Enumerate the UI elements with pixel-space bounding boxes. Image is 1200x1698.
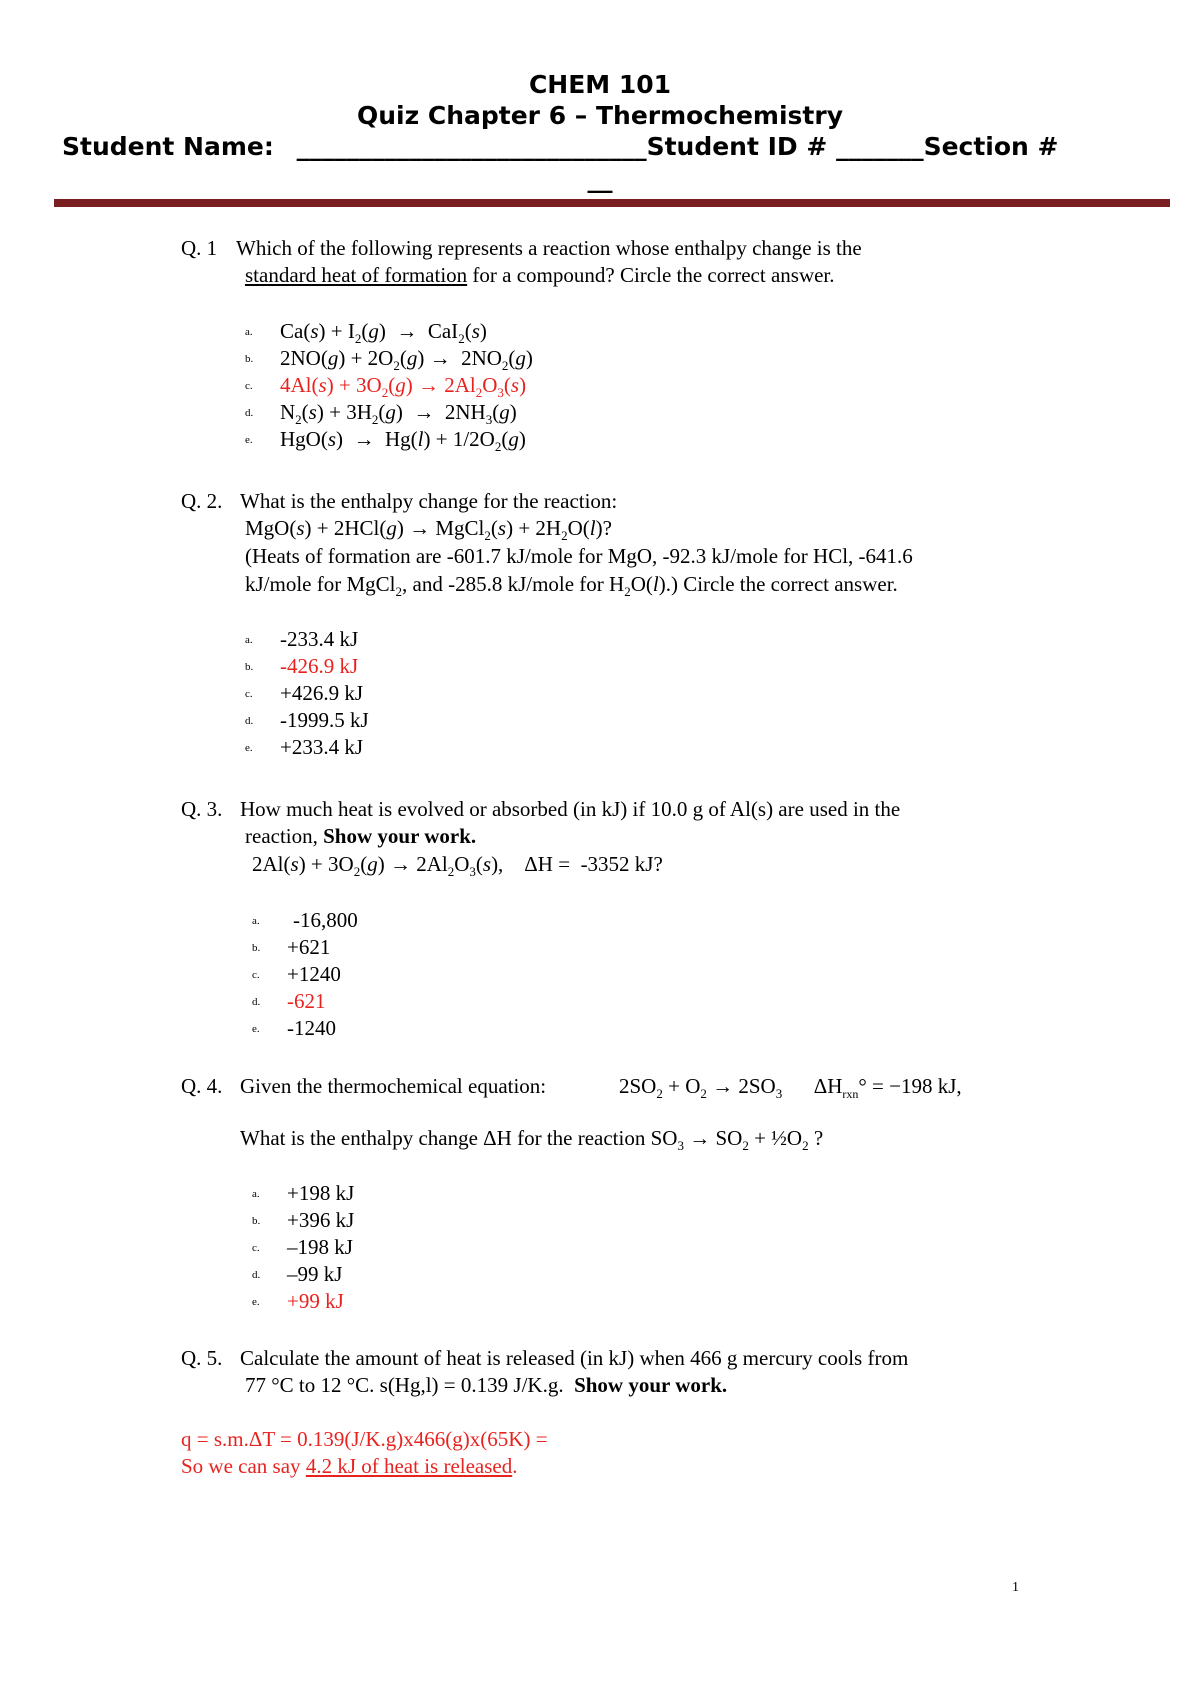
student-id-label: Student ID # bbox=[646, 132, 828, 161]
q2-option-d: -1999.5 kJ bbox=[280, 708, 369, 732]
q3-option-e-label: e. bbox=[252, 1023, 260, 1035]
q4-option-a: +198 kJ bbox=[287, 1181, 355, 1205]
q2-option-e-label: e. bbox=[245, 742, 253, 754]
q3-option-a-label: a. bbox=[252, 915, 260, 927]
q1-option-a-label: a. bbox=[245, 326, 253, 338]
q5-text-line2 bbox=[245, 1372, 727, 1398]
q1-option-b-label: b. bbox=[245, 353, 254, 365]
q2-option-a-label: a. bbox=[245, 634, 253, 646]
q1-option-d: $N_2(s) + 3H_2(g) \to 2NH_3(g)$ bbox=[280, 400, 517, 428]
q2-option-b-correct: -426.9 kJ bbox=[280, 654, 359, 678]
q4-option-b: +396 kJ bbox=[287, 1208, 355, 1232]
q2-number: Q. 2. bbox=[181, 489, 223, 513]
student-info-line bbox=[62, 132, 1059, 162]
q3-show-work: Show your work. bbox=[323, 824, 477, 848]
q4-number: Q. 4. bbox=[181, 1074, 223, 1098]
q5-number: Q. 5. bbox=[181, 1346, 223, 1370]
q3-option-b: +621 bbox=[287, 935, 331, 959]
q1-text-line2-rest: for a compound? Circle the correct answer. bbox=[467, 263, 835, 287]
q3-text-line2-start: reaction, bbox=[245, 824, 318, 848]
q4-option-e-label: e. bbox=[252, 1296, 260, 1308]
q1-option-c-correct: $4Al(s) + 3O_2(g) \to 2Al_2O_3(s)$ bbox=[280, 373, 527, 401]
q4-equation: $2SO_2 + O_2 \to 2SO_3$ $\Delta H_{rxn}^\circ = -198$ kJ, bbox=[619, 1074, 962, 1102]
q3-option-a: -16,800 bbox=[293, 908, 358, 932]
q2-option-c-label: c. bbox=[245, 688, 253, 700]
student-name-label: Student Name: bbox=[62, 132, 274, 161]
q4-text-line1: Given the thermochemical equation: bbox=[240, 1074, 547, 1098]
q4-option-b-label: b. bbox=[252, 1215, 261, 1227]
header-divider bbox=[54, 199, 1170, 207]
q2-text-line3: (Heats of formation are -601.7 kJ/mole for MgO, -92.3 kJ/mole for HCl, -641.6 bbox=[245, 544, 913, 568]
q5-answer-underlined: 4.2 kJ of heat is released bbox=[305, 1454, 513, 1478]
q3-option-b-label: b. bbox=[252, 942, 261, 954]
q5-text-line2-start: 77 °C to 12 °C. s(Hg,l) = 0.139 J/K.g. bbox=[245, 1373, 564, 1397]
q2-text-line4: kJ/mole for MgCl$_2$, and -285.8 kJ/mole for $H_2O(l)$.) Circle the correct answer. bbox=[245, 572, 898, 600]
q2-option-e: +233.4 kJ bbox=[280, 735, 364, 759]
q3-reaction: $2Al(s) + 3O_2(g) \to 2Al_2O_3(s)$, ΔH = -3352 kJ? bbox=[252, 852, 663, 880]
q2-option-d-label: d. bbox=[245, 715, 254, 727]
q3-text-line1: How much heat is evolved or absorbed (in kJ) if 10.0 g of Al(s) are used in the bbox=[240, 797, 901, 821]
section-label: Section # bbox=[923, 132, 1059, 161]
q5-answer-line2-pre: So we can say bbox=[181, 1454, 306, 1478]
q1-text-line1: Which of the following represents a reaction whose enthalpy change is the bbox=[236, 236, 862, 260]
q3-number: Q. 3. bbox=[181, 797, 223, 821]
q3-option-c-label: c. bbox=[252, 969, 260, 981]
q1-option-a: $Ca(s) + I_2(g) \to CaI_2(s)$ bbox=[280, 319, 487, 347]
student-id-blank: _______ bbox=[836, 132, 924, 161]
q1-option-d-label: d. bbox=[245, 407, 254, 419]
q4-option-d-label: d. bbox=[252, 1269, 261, 1281]
q3-option-c: +1240 bbox=[287, 962, 341, 986]
q4-option-a-label: a. bbox=[252, 1188, 260, 1200]
q4-option-e-correct: +99 kJ bbox=[287, 1289, 344, 1313]
quiz-title: Quiz Chapter 6 – Thermochemistry bbox=[356, 101, 844, 130]
q1-option-e: $HgO(s) \to Hg(l) + 1/2O_2(g)$ bbox=[280, 427, 526, 455]
q3-option-d-correct: -621 bbox=[287, 989, 326, 1013]
q3-text-line2 bbox=[245, 823, 476, 849]
q1-option-e-label: e. bbox=[245, 434, 253, 446]
q1-option-b: $2NO(g) + 2O_2(g) \to 2NO_2(g)$ bbox=[280, 346, 533, 374]
q1-number: Q. 1 bbox=[181, 236, 218, 260]
q1-text-line2 bbox=[245, 262, 835, 288]
student-name-blank: ____________________________ bbox=[296, 132, 647, 161]
q2-option-c: +426.9 kJ bbox=[280, 681, 364, 705]
q4-text-line2: What is the enthalpy change ΔH for the reaction $SO_3 \to SO_2$ + $\frac{1}{2}O_2$ ? bbox=[240, 1126, 824, 1154]
q5-answer-line2-post: . bbox=[512, 1454, 518, 1478]
q3-option-e: -1240 bbox=[287, 1016, 336, 1040]
q2-option-b-label: b. bbox=[245, 661, 254, 673]
q1-option-c-label: c. bbox=[245, 380, 253, 392]
q4-option-c-label: c. bbox=[252, 1242, 260, 1254]
q3-option-d-label: d. bbox=[252, 996, 261, 1008]
q2-text-line1: What is the enthalpy change for the reaction: bbox=[240, 489, 618, 513]
q4-option-c: –198 kJ bbox=[287, 1235, 353, 1259]
q2-reaction: MgO(s) + 2HCl(g) → MgCl$_2$(s) + $2H_2O(l)$? bbox=[245, 516, 612, 544]
course-title: CHEM 101 bbox=[528, 70, 672, 99]
q4-option-d: –99 kJ bbox=[287, 1262, 343, 1286]
q5-show-work: Show your work. bbox=[574, 1373, 728, 1397]
q5-text-line1: Calculate the amount of heat is released (in kJ) when 466 g mercury cools from bbox=[240, 1346, 909, 1370]
q5-answer-line1: q = s.m.ΔT = 0.139(J/K.g)x466(g)x(65K) = bbox=[181, 1427, 548, 1451]
q2-option-a: -233.4 kJ bbox=[280, 627, 359, 651]
page-number: 1 bbox=[1012, 1580, 1019, 1595]
q1-underlined-term: standard heat of formation bbox=[245, 263, 468, 287]
section-blank: __ bbox=[587, 164, 613, 193]
q5-answer-line2 bbox=[181, 1453, 518, 1479]
